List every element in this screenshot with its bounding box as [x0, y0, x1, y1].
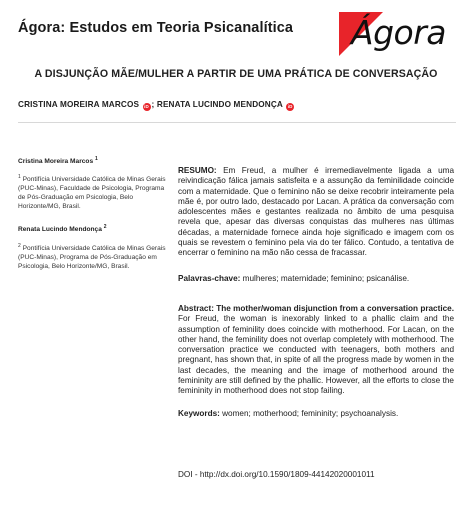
abstract-paragraph — [178, 304, 454, 397]
affiliation-text: $^2$ Pontifícia Universidade Católica de Minas Gerais (PUC-Minas), Programa de Pós-Graduação em Psicologia, Belo Horizonte/MG, Brasil. — [18, 242, 166, 270]
resumo-label: RESUMO: — [178, 166, 217, 175]
abstract-label: Abstract: The mother/woman disjunction from a conversation practice. — [178, 303, 454, 313]
journal-logo — [339, 12, 451, 56]
logo-text: Ágora — [351, 13, 447, 52]
palavras-chave-label: Palavras-chave: — [178, 273, 241, 283]
divider — [18, 122, 456, 123]
palavras-chave — [178, 274, 454, 284]
abstract-text: For Freud, the woman is inexorably linked to a phallic claim and the assumption of feminility does coincide with motherhood. For Lacan, on the other hand, the feminility does not overlap completely with motherhood. The conversation practice we conducted with teenagers, both mothers and pregnant, has shown that, in spite of all the progress made by women in the last decades, the meaning and the image of motherhood around the femininity are still defined by the phallic. However, all the efforts to close the femininity in motherhood does not stop failing. — [178, 314, 454, 396]
resumo-text: Em Freud, a mulher é irremediavelmente ligada a uma reivindicação fálica jamais satisfeita e a assunção da feminilidade coincide com a maternidade. Que o feminino não se deixe recobrir inteiramente pela mãe é, por outro lado, destacado por Lacan. A prática da conversação com adolescentes mães e gestantes realizada no âmbito de uma pesquisa revela que, apesar das diversas conquistas das mulheres nas últimas décadas, a maternidade fornece ainda hoje significado e imagem com os quais se revestem o feminino pela via do ter fálico. Contudo, a tentativa de encerrar o feminino na mão não cessa de fracassar. — [178, 166, 454, 258]
affiliation-name: Cristina Moreira Marcos $^1$ — [18, 156, 98, 166]
affiliation-text: $^1$ Pontifícia Universidade Católica de Minas Gerais (PUC-Minas), Faculdade de Psicologia, Programa de Pós-Graduação em Psicologia, Belo Horizonte/MG, Brasil. — [18, 174, 166, 211]
resumo-paragraph — [178, 166, 454, 259]
doi-link[interactable]: DOI - http://dx.doi.org/10.1590/1809-44142020001011 — [178, 470, 375, 479]
affiliation-name: Renata Lucindo Mendonça $^2$ — [18, 224, 107, 234]
keywords-label: Keywords: — [178, 408, 220, 418]
palavras-chave-text: mulheres; maternidade; feminino; psicanálise. — [242, 273, 410, 283]
abstract-column — [178, 166, 454, 419]
authors-line — [18, 100, 295, 111]
journal-title: Ágora: Estudos em Teoria Psicanalítica — [18, 20, 294, 36]
author-2: RENATA LUCINDO MENDONÇA — [156, 100, 283, 109]
orcid-icon[interactable]: iD — [287, 104, 293, 109]
author-separator: ; — [151, 100, 155, 109]
article-title: A DISJUNÇÃO MÃE/MULHER A PARTIR DE UMA PRÁTICA DE CONVERSAÇÃO — [34, 68, 438, 80]
orcid-icon[interactable]: iD — [144, 104, 149, 109]
keywords-text: women; motherhood; femininity; psychoanalysis. — [222, 408, 399, 418]
author-1: CRISTINA MOREIRA MARCOS — [18, 100, 140, 109]
keywords — [178, 409, 454, 419]
affiliations — [18, 155, 168, 283]
